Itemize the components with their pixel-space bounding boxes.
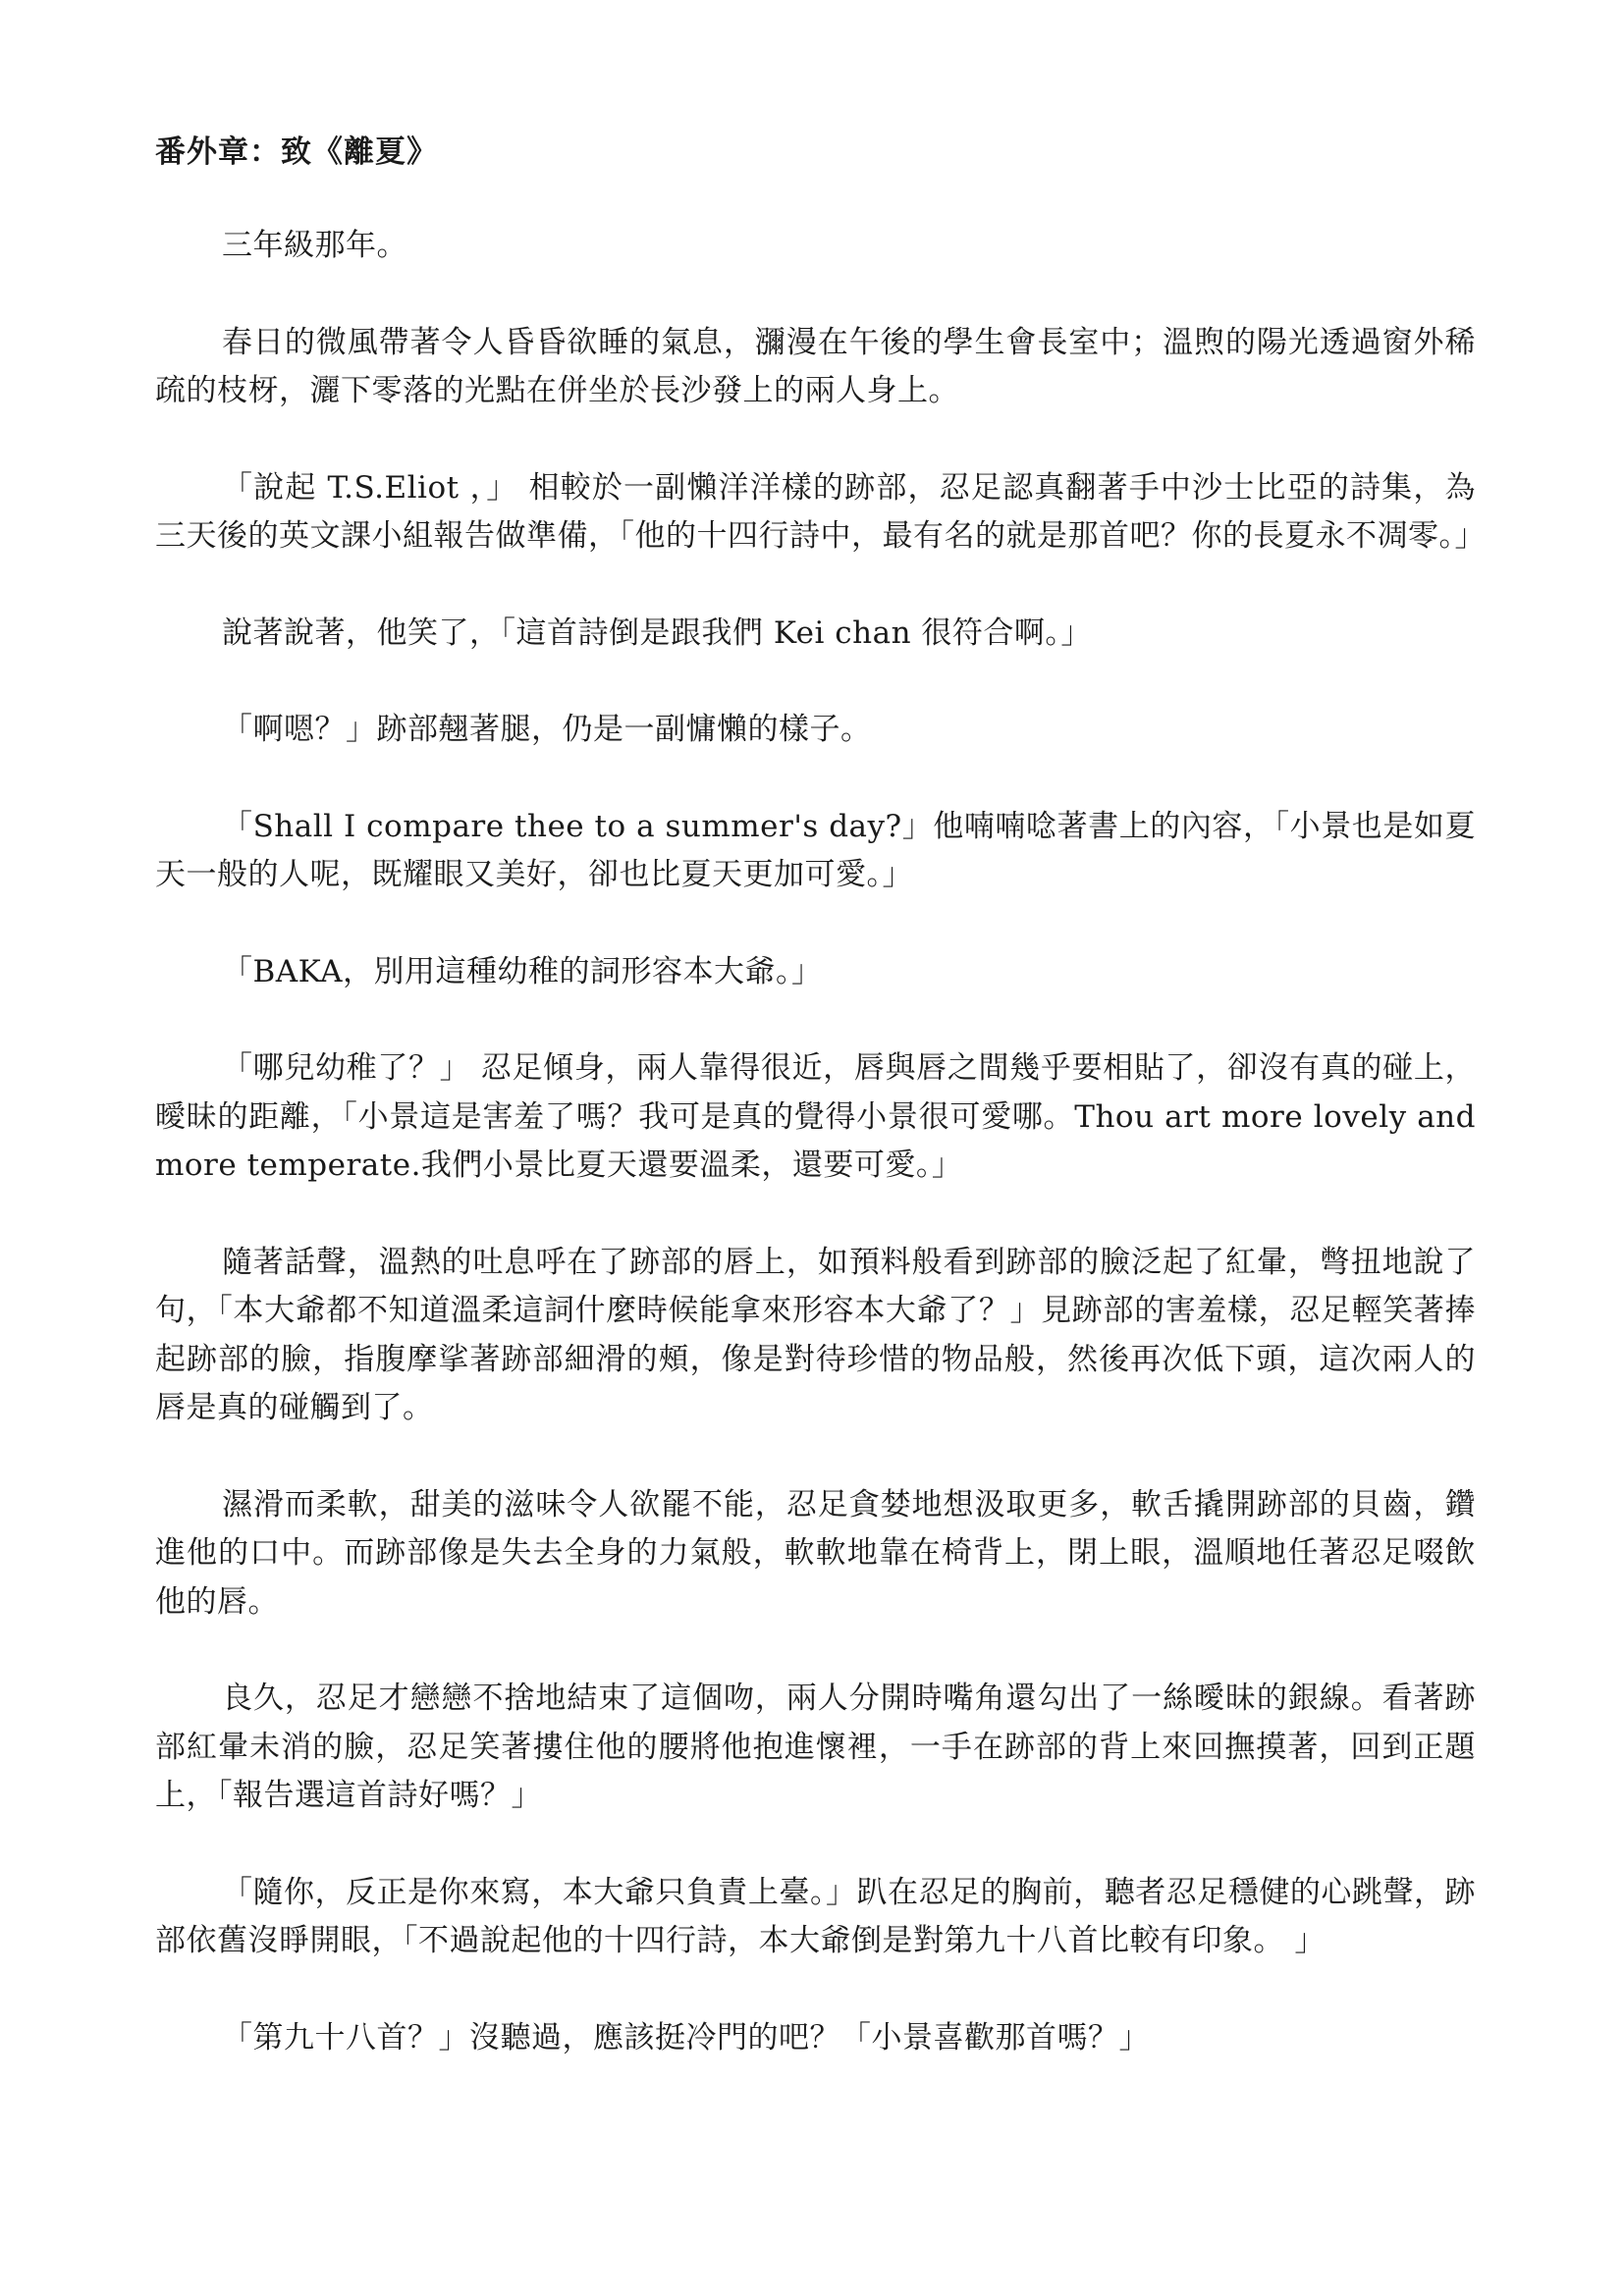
- paragraph-2: 春日的微風帶著令人昏昏欲睡的氣息，瀰漫在午後的學生會長室中；溫煦的陽光透過窗外稀疏的枝枒，灑下零落的光點在併坐於長沙發上的兩人身上。: [155, 324, 1476, 408]
- paragraph-11: 良久，忍足才戀戀不捨地結束了這個吻，兩人分開時嘴角還勾出了一絲曖昧的銀線。看著跡部紅暈未消的臉，忍足笑著摟住他的腰將他抱進懷裡，一手在跡部的背上來回撫摸著，回到正題上，「報告選這首詩好嗎？」: [155, 1681, 1476, 1813]
- paragraph-8: 「哪兒幼稚了？」 忍足傾身，兩人靠得很近，唇與唇之間幾乎要相貼了，卻沒有真的碰上，曖昧的距離，「小景這是害羞了嗎？我可是真的覺得小景很可愛哪。Thou art more lovely and more temperate.我們小景比夏天還要溫柔，還要可愛。」: [155, 1050, 1476, 1183]
- paragraph-12: 「隨你，反正是你來寫，本大爺只負責上臺。」趴在忍足的胸前，聽者忍足穩健的心跳聲，跡部依舊沒睜開眼，「不過說起他的十四行詩，本大爺倒是對第九十八首比較有印象。 」: [155, 1874, 1476, 1958]
- paragraph-13: 「第九十八首？」沒聽過，應該挺冷門的吧？「小景喜歡那首嗎？」: [222, 2019, 1150, 2056]
- document-page: [155, 130, 1486, 2110]
- paragraph-5: 「啊嗯？」跡部翹著腿，仍是一副慵懶的樣子。: [222, 712, 872, 747]
- paragraph-3: 「說起 T.S.Eliot ，」 相較於一副懶洋洋樣的跡部，忍足認真翻著手中沙士比亞的詩集，為三天後的英文課小組報告做準備，「他的十四行詩中，最有名的就是那首吧？你的長夏永不凋零。」: [155, 469, 1486, 554]
- paragraph-9: 隨著話聲，溫熱的吐息呼在了跡部的唇上，如預料般看到跡部的臉泛起了紅暈，彆扭地說了句，「本大爺都不知道溫柔這詞什麼時候能拿來形容本大爺了？」見跡部的害羞樣，忍足輕笑著捧起跡部的臉，指腹摩挲著跡部細滑的頰，像是對待珍惜的物品般，然後再次低下頭，這次兩人的唇是真的碰觸到了。: [155, 1244, 1476, 1425]
- paragraph-1: 三年級那年。: [222, 228, 407, 263]
- paragraph-10: 濕滑而柔軟，甜美的滋味令人欲罷不能，忍足貪婪地想汲取更多，軟舌撬開跡部的貝齒，鑽進他的口中。而跡部像是失去全身的力氣般，軟軟地靠在椅背上，閉上眼，溫順地任著忍足啜飲他的唇。: [155, 1486, 1476, 1620]
- paragraph-7: 「BAKA，別用這種幼稚的詞形容本大爺。」: [222, 953, 823, 989]
- paragraph-6: 「Shall I compare thee to a summer's day?」他喃喃唸著書上的內容，「小景也是如夏天一般的人呢，既耀眼又美好，卻也比夏天更加可愛。」: [155, 808, 1476, 892]
- paragraph-4: 說著說著，他笑了，「這首詩倒是跟我們 Kei chan 很符合啊。」: [222, 614, 1092, 651]
- chapter-title: 番外章：致《離夏》: [155, 134, 438, 170]
